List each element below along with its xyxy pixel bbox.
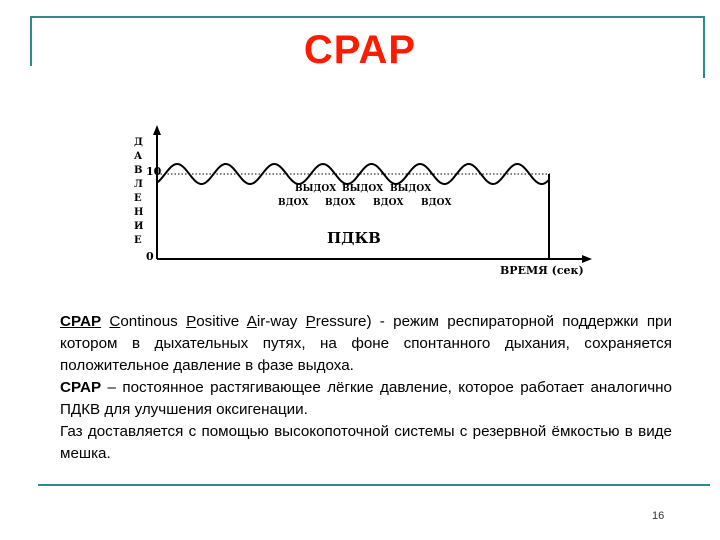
- y-letter: И: [134, 221, 144, 232]
- paragraph-definition: [60, 311, 672, 377]
- peep-label: ПДКВ: [327, 229, 381, 247]
- x-axis-label: ВРЕМЯ (сек): [500, 264, 584, 277]
- word-continous: ontinous: [120, 313, 187, 330]
- paragraph-delivery: Газ доставляется с помощью высокопоточной системы с резервной ёмкостью в виде мешка.: [60, 423, 672, 462]
- body-text: [60, 311, 672, 465]
- y-letter: Н: [134, 207, 144, 218]
- page-number: 16: [652, 510, 665, 522]
- y-tick-zero: 0: [146, 250, 154, 263]
- y-tick-top: 10: [146, 165, 162, 178]
- inhale-label: ВДОХ: [421, 198, 452, 208]
- inhale-label: ВДОХ: [373, 198, 404, 208]
- exhale-label: ВЫДОХ: [295, 184, 337, 194]
- word-positive: ositive: [196, 313, 247, 330]
- acronym-letter-a: A: [246, 313, 257, 330]
- frame-bottom-line: [38, 484, 710, 486]
- x-axis-arrow: [582, 255, 592, 263]
- cpap-pressure-diagram: [120, 125, 600, 285]
- exhale-label: ВЫДОХ: [342, 184, 384, 194]
- y-letter: В: [134, 165, 143, 176]
- word-airway: ir-way: [256, 313, 306, 330]
- y-letter: А: [134, 151, 143, 162]
- y-letter: Е: [134, 235, 142, 246]
- slide-title: CPAP: [303, 28, 417, 72]
- inhale-label: ВДОХ: [278, 198, 309, 208]
- acronym-letter-p: P: [186, 313, 197, 330]
- y-axis-arrow: [153, 125, 161, 135]
- y-letter: Д: [134, 137, 143, 148]
- y-letter: Л: [134, 179, 143, 190]
- acronym-letter-pr: P: [305, 313, 316, 330]
- paragraph-description: [60, 377, 672, 421]
- exhale-label: ВЫДОХ: [390, 184, 432, 194]
- inhale-label: ВДОХ: [325, 198, 356, 208]
- definition-rest: ressure) - режим респираторной поддержки при котором в дыхательных путях, на фоне спонтанного дыхания, сохраняется положительное давление в фазе выдоха.: [60, 313, 672, 374]
- cpap-acronym-2: CPAP: [60, 379, 102, 396]
- acronym-letter-c: C: [109, 313, 121, 330]
- frame-top-line: [30, 16, 705, 18]
- y-letter: Е: [134, 193, 142, 204]
- cpap-acronym: CPAP: [60, 313, 102, 330]
- description-rest: – постоянное растягивающее лёгкие давление, которое работает аналогично ПДКВ для улучшения оксигенации.: [60, 379, 672, 418]
